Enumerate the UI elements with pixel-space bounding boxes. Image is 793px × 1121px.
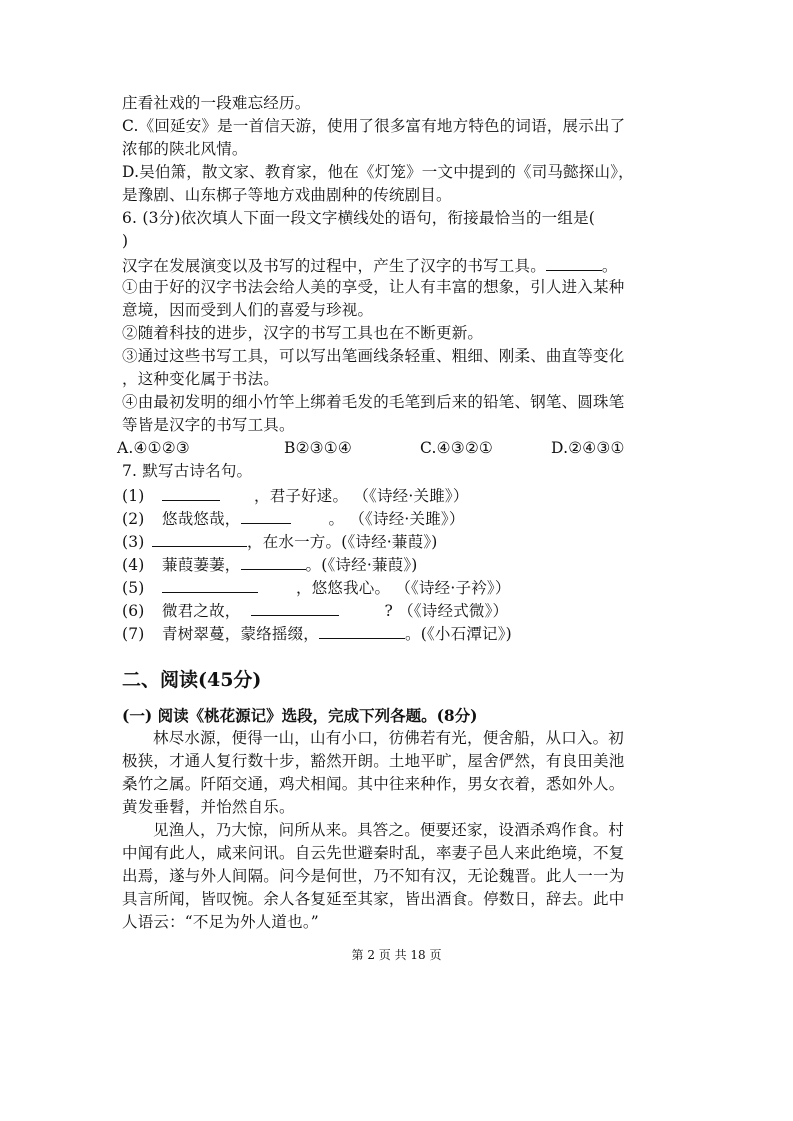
text-line: 是豫剧、山东梆子等地方戏曲剧种的传统剧目。 [122,186,452,204]
poem-row [122,483,674,506]
passage-line: 见渔人，乃大惊，问所从来。具答之。便要还家，设酒杀鸡作食。村 [153,821,625,839]
poem-row [122,552,674,575]
poem-row [122,575,674,598]
poem-post: ? （《诗经式微》） [384,602,509,620]
poem-number: (1) [122,487,145,505]
answer-blank[interactable] [241,506,291,524]
sentence-item: ②随着科技的进步，汉字的书写工具也在不断更新。 [122,324,484,342]
poem-number: (6) [122,602,145,620]
option-c[interactable]: C.④③②① [420,439,494,457]
poem-post: 。(《小石潭记》) [405,625,512,643]
poem-post: ，君子好逑。 （《诗经·关雎》） [254,487,469,505]
poem-row [122,506,674,529]
lead-text: 汉字在发展演变以及书写的过程中，产生了汉字的书写工具。 [122,257,546,275]
question-6-title-end: ) [122,232,129,250]
poem-number: (5) [122,579,145,597]
passage-line: 黄发垂髫，并怡然自乐。 [122,798,295,816]
answer-blank[interactable] [546,253,602,271]
poem-post: ，悠悠我心。 （《诗经·子衿》） [296,579,511,597]
poem-number: (7) [122,625,145,643]
poem-post: ，在水一方。(《诗经·蒹葭》) [247,533,438,551]
poem-row [122,598,674,621]
passage-line: 极狭，才通人复行数十步，豁然开朗。土地平旷，屋舍俨然，有良田美池 [122,752,625,770]
text-line: 庄看社戏的一段难忘经历。 [122,94,311,112]
passage-line: 桑竹之属。阡陌交通，鸡犬相闻。其中往来种作，男女衣着，悉如外人。 [122,775,625,793]
answer-blank[interactable] [152,529,247,547]
sentence-item: ③通过这些书写工具，可以写出笔画线条轻重、粗细、刚柔、曲直等变化 [122,347,625,365]
page-footer: 第 2 页 共 18 页 [351,948,442,962]
poem-number: (2) [122,510,145,528]
page-content [117,92,674,934]
text-line: 浓郁的陕北风情。 [122,140,248,158]
sentence-item: 等皆是汉字的书写工具。 [122,416,295,434]
section-title: 二、阅读(45分) [122,669,262,691]
answer-blank[interactable] [162,483,220,501]
option-a[interactable]: A.④①②③ [117,439,190,457]
subsection-title: (一) 阅读《桃花源记》选段，完成下列各题。(8分) [122,706,478,725]
passage-line: 林尽水源，便得一山，山有小口，彷佛若有光，便舍船，从口入。初 [153,729,625,747]
sentence-item: ，这种变化属于书法。 [122,370,280,388]
option-c-line: C.《回延安》是一首信天游，使用了很多富有地方特色的词语，展示出了 [122,117,626,135]
answer-blank[interactable] [241,552,306,570]
passage-line: 出焉，遂与外人间隔。问今是何世，乃不知有汉，无论魏晋。此人一一为 [122,867,625,885]
question-6-options [117,437,674,460]
question-7-title: 7. 默写古诗名句。 [122,462,253,480]
sentence-item: ①由于好的汉字书法会给人美的享受，让人有丰富的想象，引人进入某种 [122,278,625,296]
poem-post: 。 （《诗经·关雎》） [328,510,465,528]
sentence-item: ④由最初发明的细小竹竿上绑着毛发的毛笔到后来的铅笔、钢笔、圆珠笔 [122,393,625,411]
option-d[interactable]: D.②④③① [551,439,625,457]
question-6-title: 6. (3分)依次填人下面一段文字横线处的语句，衔接最恰当的一组是( [122,209,596,227]
sentence-item: 意境，因而受到人们的喜爱与珍视。 [122,301,374,319]
passage-line: 人语云：“不足为外人道也。” [122,913,319,931]
poem-row [122,529,674,552]
poem-row [122,621,674,644]
poem-number: (3) [122,533,145,551]
poem-pre: 蒹葭萋萋， [162,556,241,574]
poem-pre: 悠哉悠哉， [162,510,241,528]
poem-post: 。(《诗经·蒹葭》) [305,556,418,574]
lead-end: 。 [601,257,618,275]
poem-pre: 微君之故， [162,602,241,620]
answer-blank[interactable] [162,575,258,593]
option-b[interactable]: B②③①④ [284,439,352,457]
answer-blank[interactable] [319,621,405,639]
answer-blank[interactable] [251,598,339,616]
poem-number: (4) [122,556,145,574]
question-6-lead [122,253,674,276]
passage-line: 中闻有此人，咸来问讯。自云先世避秦时乱，率妻子邑人来此绝境，不复 [122,844,625,862]
poem-pre: 青树翠蔓，蒙络摇缀， [162,625,320,643]
option-d-line: D.吴伯箫，散文家、教育家，他在《灯笼》一文中提到的《司马懿探山》， [122,163,634,181]
passage-line: 具言所闻，皆叹惋。余人各复延至其家，皆出酒食。停数日，辞去。此中 [122,890,625,908]
